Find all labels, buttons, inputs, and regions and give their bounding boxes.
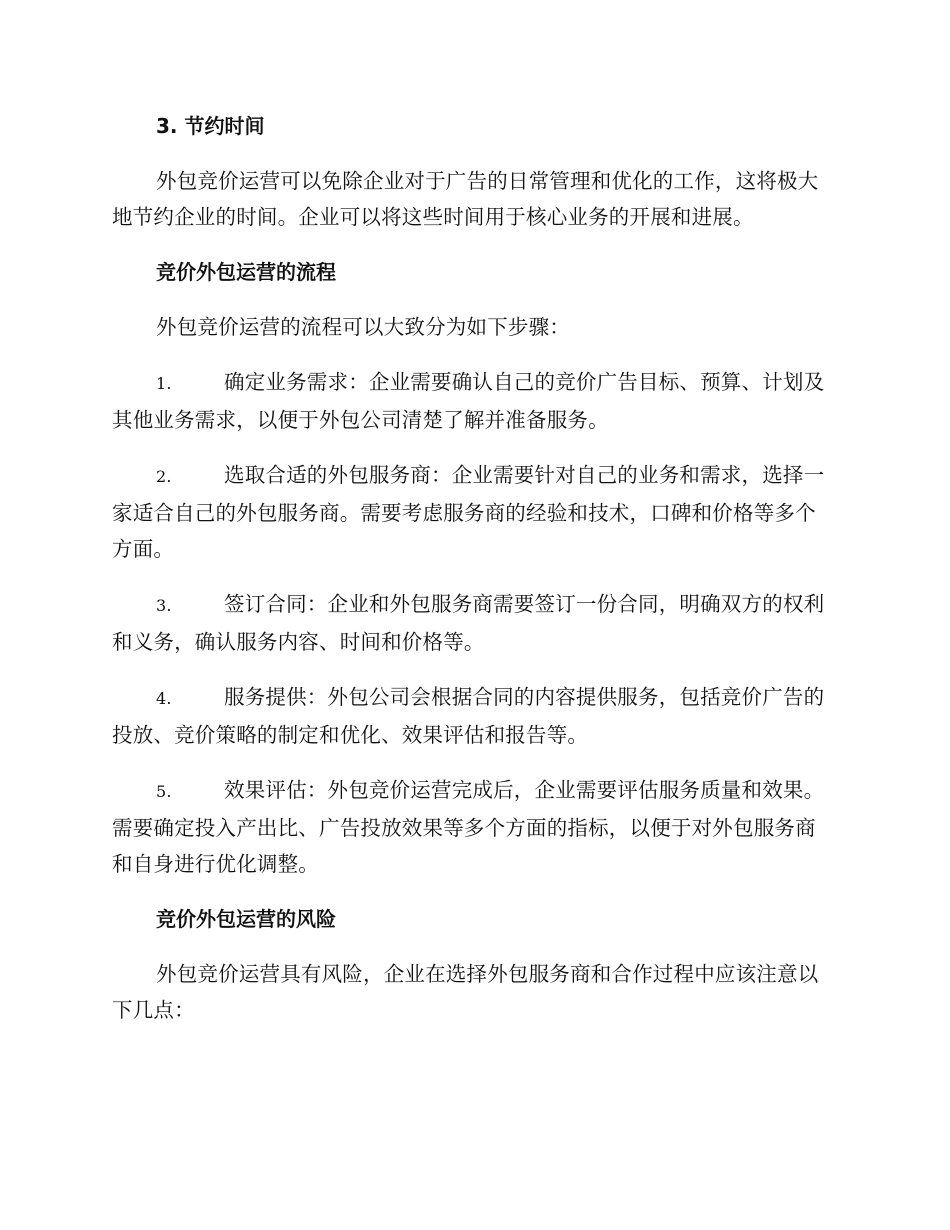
paragraph-risks-intro: 外包竞价运营具有风险，企业在选择外包服务商和合作过程中应该注意以下几点： [112, 962, 819, 1022]
section-heading-process: 竞价外包运营的流程 [156, 260, 336, 284]
section-heading-risks: 竞价外包运营的风险 [156, 907, 336, 931]
list-number: 2. [156, 467, 172, 486]
paragraph-process-intro: 外包竞价运营的流程可以大致分为如下步骤： [156, 315, 570, 339]
document-body [112, 108, 832, 1028]
list-number: 5. [156, 782, 172, 801]
list-item-text: 选取合适的外包服务商：企业需要针对自己的业务和需求，选择一家适合自己的外包服务商。需要考虑服务商的经验和技术，口碑和价格等多个方面。 [112, 463, 825, 561]
list-item-step-2 [112, 457, 832, 567]
list-item-text: 效果评估：外包竞价运营完成后，企业需要评估服务质量和效果。需要确定投入产出比、广告投放效果等多个方面的指标，以便于对外包服务商和自身进行优化调整。 [112, 778, 825, 876]
list-item-step-5 [112, 772, 832, 882]
list-number: 1. [156, 374, 172, 393]
list-number: 4. [156, 689, 172, 708]
list-item-text: 签订合同：企业和外包服务商需要签订一份合同，明确双方的权利和义务，确认服务内容、时间和价格等。 [112, 592, 825, 654]
list-item-text: 确定业务需求：企业需要确认自己的竞价广告目标、预算、计划及其他业务需求，以便于外包公司清楚了解并准备服务。 [112, 370, 825, 432]
list-number: 3. [156, 596, 172, 615]
list-item-step-3 [112, 586, 832, 660]
list-item-step-1 [112, 364, 832, 438]
section-heading-save-time: 3. 节约时间 [156, 114, 265, 138]
list-item-text: 服务提供：外包公司会根据合同的内容提供服务，包括竞价广告的投放、竞价策略的制定和优化、效果评估和报告等。 [112, 685, 825, 747]
list-item-step-4 [112, 679, 832, 753]
paragraph-save-time: 外包竞价运营可以免除企业对于广告的日常管理和优化的工作，这将极大地节约企业的时间。企业可以将这些时间用于核心业务的开展和进展。 [112, 169, 819, 229]
